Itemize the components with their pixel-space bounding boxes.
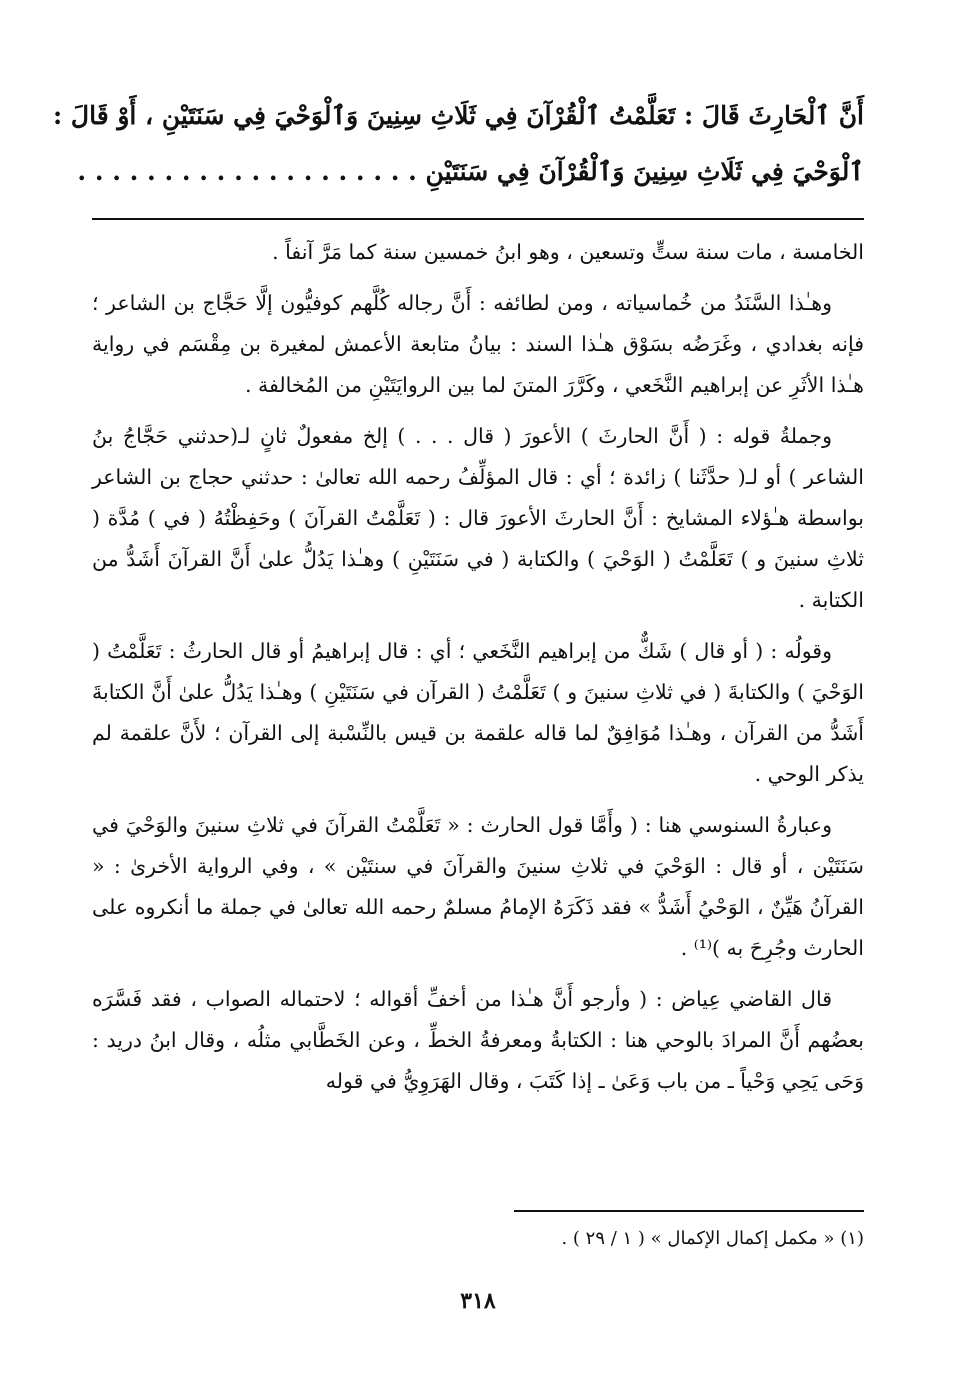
footnote: (١) « مكمل إكمال الإكمال » ( ١ / ٢٩ ) . xyxy=(561,1228,864,1249)
page-number: ٣١٨ xyxy=(460,1288,496,1314)
text-divider xyxy=(92,218,864,220)
footnote-divider xyxy=(514,1210,864,1212)
hadith-text xyxy=(52,88,864,200)
paragraph: قال القاضي عِياض : ( وأرجو أَنَّ هـٰذا من أخفِّ أقواله ؛ لاحتماله الصواب ، فقد فَسَّرَه بعضُهم أَنَّ المرادَ بالوحي هنا : الكتابةُ ومعرفةُ الخطِّ ، وعن الخَطَّابي مثلُه ، وقال ابنُ دريد : وَحَى يَحِي وَحْياً ـ من باب وَعَىٰ ـ إذا كَتَبَ ، وقال الهَرَوِيُّ في قوله xyxy=(92,987,864,1093)
paragraph: وجملةُ قوله : ( أَنَّ الحارثَ ) الأعورَ ( قال . . . ) إلخ مفعولٌ ثانٍ لـ(حدثني حَجَّاجُ بنُ الشاعر ) أو لـ( حدَّثَنا ) زائدة ؛ أي : قال المؤلِّفُ رحمه الله تعالىٰ : حدثني حجاج بن الشاعر بواسطة هـٰؤلاء المشايخ : أَنَّ الحارثَ الأعورَ قال : ( تَعَلَّمْتُ القرآنَ ) وحَفِظْتُهُ ( في ) مُدَّة ( ثلاثِ سنينَ و ) تَعَلَّمْتُ ( الوَحْيَ ) والكتابة ( في سَنَتَيْنِ ) وهـٰذا يَدُلُّ علىٰ أَنَّ القرآنَ أَشَدُّ من الكتابة . xyxy=(92,424,864,612)
paragraph: وقولُه : ( أو قال ) شَكٌّ من إبراهيم النَّخَعي ؛ أي : قال إبراهيمُ أو قال الحارثُ : تَعَلَّمْتُ ( الوَحْيَ ) والكتابةَ ( في ثلاثِ سنينَ و ) تَعَلَّمْتُ ( القرآن في سَنَتَيْنِ ) وهـٰذا يَدُلُّ علىٰ أَنَّ الكتابةَ أَشَدُّ من القرآن ، وهـٰذا مُوَافِقٌ لما قاله علقمة بن قيس بالنِّسْبة إلى القرآن ؛ لأَنَّ علقمة لم يذكر الوحي . xyxy=(92,639,864,786)
hadith-line-1: أَنَّ ٱلْحَارِثَ قَالَ : تَعَلَّمْتُ ٱلْقُرْآنَ فِي ثَلَاثِ سِنِينَ وَٱلْوَحْيَ فِي سَنَتَيْنِ ، أَوْ قَالَ : xyxy=(52,101,864,130)
paragraph: وهـٰذا السَّنَدُ من خُماسياته ، ومن لطائفه : أَنَّ رجاله كُلَّهم كوفيُّون إلَّا حَجَّاج بن الشاعر ؛ فإنه بغدادي ، وغَرَضُه بسَوْق هـٰذا السند : بيانُ متابعة الأعمش لمغيرة بن مِقْسَم في رواية هـٰذا الأثَرِ عن إبراهيم النَّخَعي ، وكَرَّرَ المتنَ لما بين الروايَتَيْنِ من المُخالفة . xyxy=(92,291,864,397)
hadith-line-2: ٱلْوَحْيَ فِي ثَلَاثِ سِنِينَ وَٱلْقُرْآنَ فِي سَنَتَيْنِ . . . . . . . . . . . . . . . . . . . . xyxy=(77,157,864,186)
paragraph: الخامسة ، مات سنة ستٍّ وتسعين ، وهو ابنُ خمسين سنة كما مَرَّ آنفاً . xyxy=(272,240,864,264)
paragraph: وعبارةُ السنوسي هنا : ( وأَمَّا قول الحارث : « تَعَلَّمْتُ القرآنَ في ثلاثِ سنينَ والوَحْيَ في سَنَتَيْن ، أو قال : الوَحْيَ في ثلاثِ سنينَ والقرآنَ في سنتَيْن » ، وفي الرواية الأخرىٰ : « القرآنُ هَيِّنٌ ، الوَحْيُ أَشَدُّ » فقد ذَكَرَهُ الإمامُ مسلمٌ رحمه الله تعالىٰ في جملة ما أنكروه على الحارث وجُرِحَ به )⁽¹⁾ . xyxy=(92,813,864,960)
commentary xyxy=(92,232,864,1102)
page xyxy=(52,88,864,1328)
